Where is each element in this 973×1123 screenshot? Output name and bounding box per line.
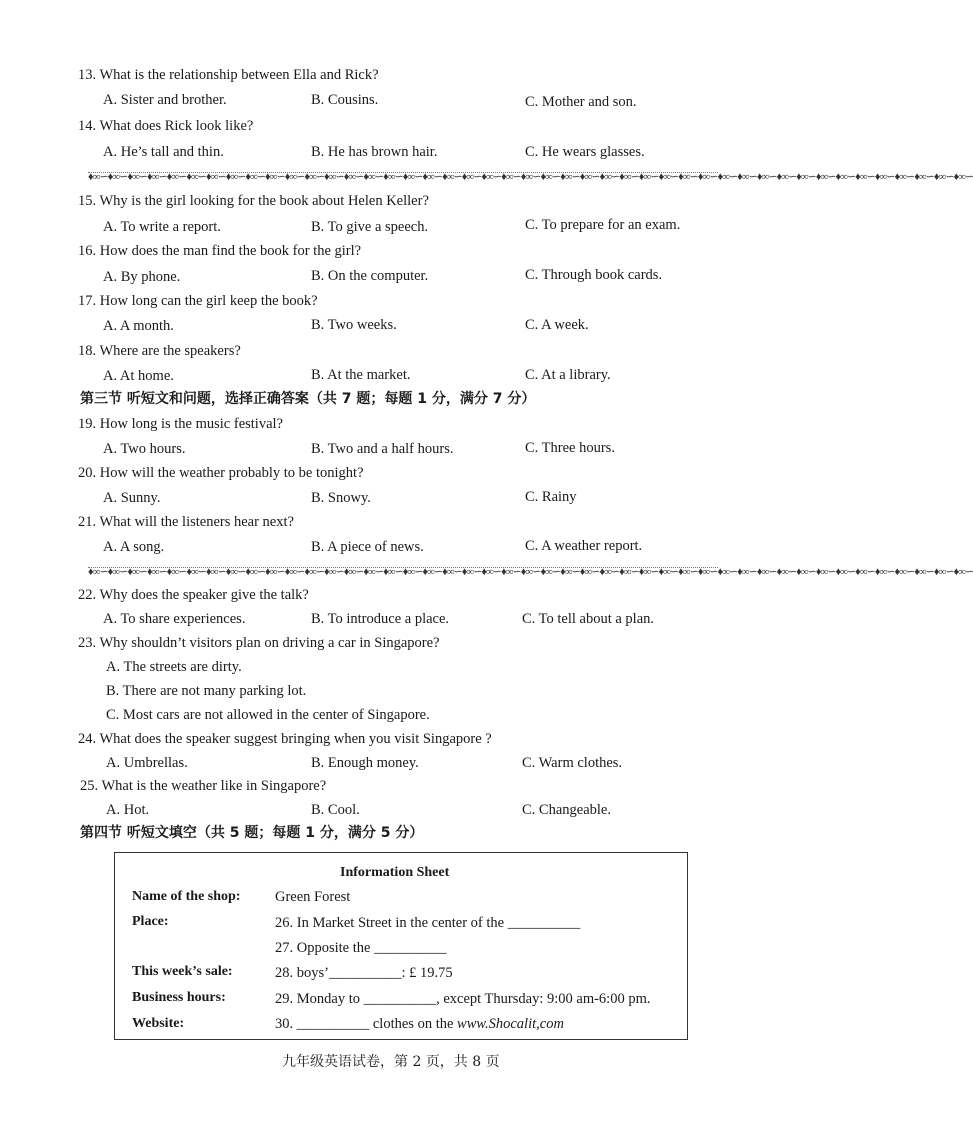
question-17: 17. How long can the girl keep the book?: [78, 293, 318, 309]
option-25-c: C. Changeable.: [522, 802, 611, 818]
option-22-b: B. To introduce a place.: [311, 611, 450, 627]
question-20: 20. How will the weather probably to be tonight?: [78, 465, 364, 481]
question-25: 25. What is the weather like in Singapore?: [80, 778, 327, 794]
option-16-a: A. By phone.: [103, 269, 181, 285]
option-19-c: C. Three hours.: [525, 440, 615, 456]
blank-27: 27. Opposite the __________: [275, 940, 447, 956]
option-21-c: C. A weather report.: [525, 538, 643, 554]
blank-28: 28. boys’__________: £ 19.75: [275, 965, 453, 981]
option-13-a: A. Sister and brother.: [103, 92, 227, 108]
option-18-c: C. At a library.: [525, 367, 611, 383]
option-23-a: A. The streets are dirty.: [106, 659, 242, 675]
option-21-a: A. A song.: [103, 539, 165, 555]
question-14: 14. What does Rick look like?: [78, 118, 254, 134]
blank-30-text: 30. __________ clothes on the: [275, 1016, 458, 1032]
option-25-b: B. Cool.: [311, 802, 360, 818]
option-20-a: A. Sunny.: [103, 490, 161, 506]
option-24-b: B. Enough money.: [311, 755, 419, 771]
option-15-c: C. To prepare for an exam.: [525, 217, 681, 233]
option-14-b: B. He has brown hair.: [311, 144, 438, 160]
option-15-a: A. To write a report.: [103, 219, 221, 235]
option-20-b: B. Snowy.: [311, 490, 371, 506]
question-13: 13. What is the relationship between Ella and Rick?: [78, 67, 379, 83]
ornamental-divider: ♦∞∽♦∞∽♦∞∽♦∞∽♦∞∽♦∞∽♦∞∽♦∞∽♦∞∽♦∞∽♦∞∽♦∞∽♦∞∽♦∞∽♦∞∽♦∞∽♦∞∽♦∞∽♦∞∽♦∞∽♦∞∽♦∞∽♦∞∽♦∞∽♦∞∽♦∞∽♦∞∽♦∞∽♦∞∽♦∞∽♦∞∽♦∞∽♦∞∽♦∞∽♦∞∽♦∞∽♦∞∽♦∞∽♦∞∽♦∞∽♦∞∽♦∞∽♦∞∽♦∞∽♦∞∽: [88, 566, 973, 578]
section-4-heading: 第四节 听短文填空（共 5 题；每题 1 分，满分 5 分）: [80, 825, 424, 841]
option-14-c: C. He wears glasses.: [525, 144, 645, 160]
option-19-b: B. Two and a half hours.: [311, 441, 454, 457]
question-23: 23. Why shouldn’t visitors plan on driving a car in Singapore?: [78, 635, 440, 651]
option-17-b: B. Two weeks.: [311, 317, 397, 333]
shop-name-label: Name of the shop:: [132, 889, 241, 904]
page-footer: 九年级英语试卷，第 2 页，共 8 页: [282, 1054, 500, 1070]
question-21: 21. What will the listeners hear next?: [78, 514, 294, 530]
option-24-a: A. Umbrellas.: [106, 755, 188, 771]
hours-label: Business hours:: [132, 990, 226, 1005]
ornamental-divider: ♦∞∽♦∞∽♦∞∽♦∞∽♦∞∽♦∞∽♦∞∽♦∞∽♦∞∽♦∞∽♦∞∽♦∞∽♦∞∽♦∞∽♦∞∽♦∞∽♦∞∽♦∞∽♦∞∽♦∞∽♦∞∽♦∞∽♦∞∽♦∞∽♦∞∽♦∞∽♦∞∽♦∞∽♦∞∽♦∞∽♦∞∽♦∞∽♦∞∽♦∞∽♦∞∽♦∞∽♦∞∽♦∞∽♦∞∽♦∞∽♦∞∽♦∞∽♦∞∽♦∞∽♦∞∽: [88, 171, 973, 183]
shop-name-value: Green Forest: [275, 889, 351, 905]
blank-29: 29. Monday to __________, except Thursday: 9:00 am-6:00 pm.: [275, 991, 651, 1007]
question-16: 16. How does the man find the book for the girl?: [78, 243, 362, 259]
option-14-a: A. He’s tall and thin.: [103, 144, 224, 160]
question-24: 24. What does the speaker suggest bringing when you visit Singapore ?: [78, 731, 492, 747]
option-24-c: C. Warm clothes.: [522, 755, 623, 771]
place-label: Place:: [132, 914, 169, 929]
option-16-b: B. On the computer.: [311, 268, 429, 284]
option-15-b: B. To give a speech.: [311, 219, 429, 235]
option-22-c: C. To tell about a plan.: [522, 611, 655, 627]
option-18-a: A. At home.: [103, 368, 174, 384]
question-22: 22. Why does the speaker give the talk?: [78, 587, 309, 603]
option-23-c: C. Most cars are not allowed in the center of Singapore.: [106, 707, 430, 723]
info-sheet-title: Information Sheet: [340, 865, 450, 880]
option-20-c: C. Rainy: [525, 489, 577, 505]
option-17-c: C. A week.: [525, 317, 589, 333]
website-label: Website:: [132, 1016, 185, 1031]
section-3-heading: 第三节 听短文和问题，选择正确答案（共 7 题；每题 1 分，满分 7 分）: [80, 391, 536, 407]
option-23-b: B. There are not many parking lot.: [106, 683, 307, 699]
option-21-b: B. A piece of news.: [311, 539, 424, 555]
option-22-a: A. To share experiences.: [103, 611, 246, 627]
sale-label: This week’s sale:: [132, 964, 233, 979]
option-25-a: A. Hot.: [106, 802, 150, 818]
question-19: 19. How long is the music festival?: [78, 416, 283, 432]
option-13-b: B. Cousins.: [311, 92, 379, 108]
question-15: 15. Why is the girl looking for the book about Helen Keller?: [78, 193, 429, 209]
option-18-b: B. At the market.: [311, 367, 411, 383]
blank-26: 26. In Market Street in the center of the __________: [275, 915, 581, 931]
option-13-c: C. Mother and son.: [525, 94, 637, 110]
option-17-a: A. A month.: [103, 318, 174, 334]
option-19-a: A. Two hours.: [103, 441, 186, 457]
website-url: www.Shocalit,com: [457, 1016, 564, 1032]
blank-30: [275, 1015, 564, 1033]
question-18: 18. Where are the speakers?: [78, 343, 241, 359]
option-16-c: C. Through book cards.: [525, 267, 663, 283]
